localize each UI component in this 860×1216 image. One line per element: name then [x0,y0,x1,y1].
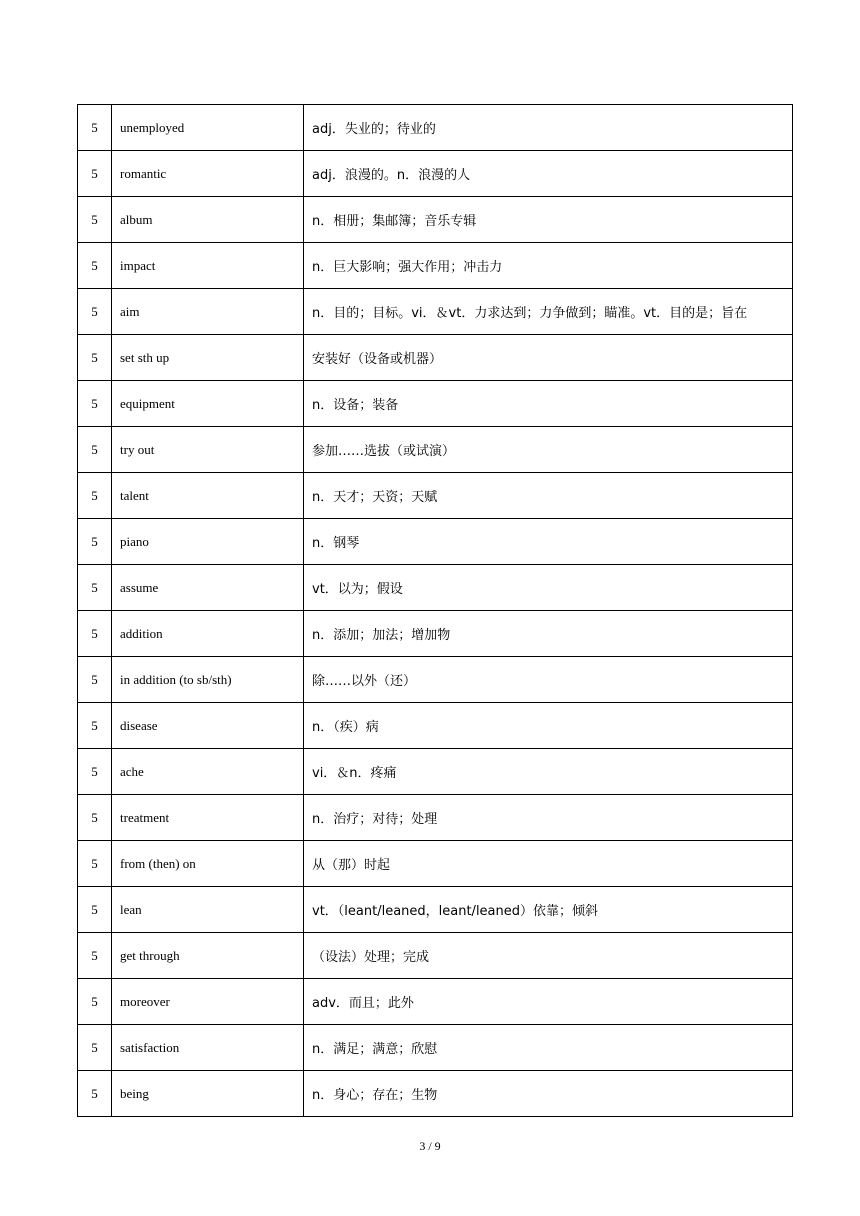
table-row [78,289,793,335]
table-row [78,335,793,381]
unit-cell: 5 [78,841,112,887]
definition-cell: n．身心；存在；生物 [304,1071,793,1117]
unit-cell: 5 [78,749,112,795]
unit-cell: 5 [78,473,112,519]
unit-cell: 5 [78,105,112,151]
definition-cell: n．添加；加法；增加物 [304,611,793,657]
definition-cell: adj．浪漫的。n．浪漫的人 [304,151,793,197]
table-row [78,979,793,1025]
definition-cell: n．巨大影响；强大作用；冲击力 [304,243,793,289]
table-row [78,887,793,933]
table-row [78,519,793,565]
word-cell: being [112,1071,304,1117]
table-row [78,795,793,841]
definition-cell: 安装好（设备或机器） [304,335,793,381]
unit-cell: 5 [78,887,112,933]
definition-cell: n．（疾）病 [304,703,793,749]
word-cell: set sth up [112,335,304,381]
definition-cell: 参加……选拔（或试演） [304,427,793,473]
table-row [78,151,793,197]
unit-cell: 5 [78,381,112,427]
word-cell: ache [112,749,304,795]
definition-cell: n．满足；满意；欣慰 [304,1025,793,1071]
word-cell: from (then) on [112,841,304,887]
table-row [78,703,793,749]
definition-cell: n．目的；目标。vi．＆vt．力求达到；力争做到；瞄准。vt．目的是；旨在 [304,289,793,335]
definition-cell: 除……以外（还） [304,657,793,703]
word-cell: aim [112,289,304,335]
word-cell: lean [112,887,304,933]
unit-cell: 5 [78,519,112,565]
word-cell: get through [112,933,304,979]
word-cell: impact [112,243,304,289]
word-cell: album [112,197,304,243]
unit-cell: 5 [78,151,112,197]
definition-cell: vt．以为；假设 [304,565,793,611]
table-row [78,611,793,657]
word-cell: satisfaction [112,1025,304,1071]
table-row [78,749,793,795]
definition-cell: n．治疗；对待；处理 [304,795,793,841]
unit-cell: 5 [78,565,112,611]
table-row [78,243,793,289]
unit-cell: 5 [78,335,112,381]
table-row [78,427,793,473]
definition-cell: vt．（leant/leaned，leant/leaned）依靠；倾斜 [304,887,793,933]
word-cell: moreover [112,979,304,1025]
table-row [78,657,793,703]
unit-cell: 5 [78,1025,112,1071]
table-row [78,1025,793,1071]
table-row [78,105,793,151]
unit-cell: 5 [78,795,112,841]
word-cell: disease [112,703,304,749]
word-cell: piano [112,519,304,565]
unit-cell: 5 [78,243,112,289]
definition-cell: n．天才；天资；天赋 [304,473,793,519]
word-cell: treatment [112,795,304,841]
unit-cell: 5 [78,703,112,749]
word-cell: romantic [112,151,304,197]
table-row [78,197,793,243]
word-cell: equipment [112,381,304,427]
table-row [78,565,793,611]
unit-cell: 5 [78,289,112,335]
table-row [78,473,793,519]
word-cell: try out [112,427,304,473]
unit-cell: 5 [78,979,112,1025]
unit-cell: 5 [78,1071,112,1117]
word-cell: assume [112,565,304,611]
unit-cell: 5 [78,427,112,473]
definition-cell: n．相册；集邮簿；音乐专辑 [304,197,793,243]
definition-cell: vi．＆n．疼痛 [304,749,793,795]
table-row [78,841,793,887]
word-cell: in addition (to sb/sth) [112,657,304,703]
unit-cell: 5 [78,197,112,243]
page-number: 3 / 9 [419,1139,441,1153]
definition-cell: n．设备；装备 [304,381,793,427]
definition-cell: （设法）处理；完成 [304,933,793,979]
table-row [78,933,793,979]
unit-cell: 5 [78,657,112,703]
definition-cell: n．钢琴 [304,519,793,565]
vocabulary-table-body [78,105,793,1117]
definition-cell: adj．失业的；待业的 [304,105,793,151]
unit-cell: 5 [78,933,112,979]
word-cell: addition [112,611,304,657]
unit-cell: 5 [78,611,112,657]
definition-cell: 从（那）时起 [304,841,793,887]
word-cell: unemployed [112,105,304,151]
word-cell: talent [112,473,304,519]
table-row [78,381,793,427]
vocabulary-table [77,104,793,1117]
definition-cell: adv．而且；此外 [304,979,793,1025]
table-row [78,1071,793,1117]
